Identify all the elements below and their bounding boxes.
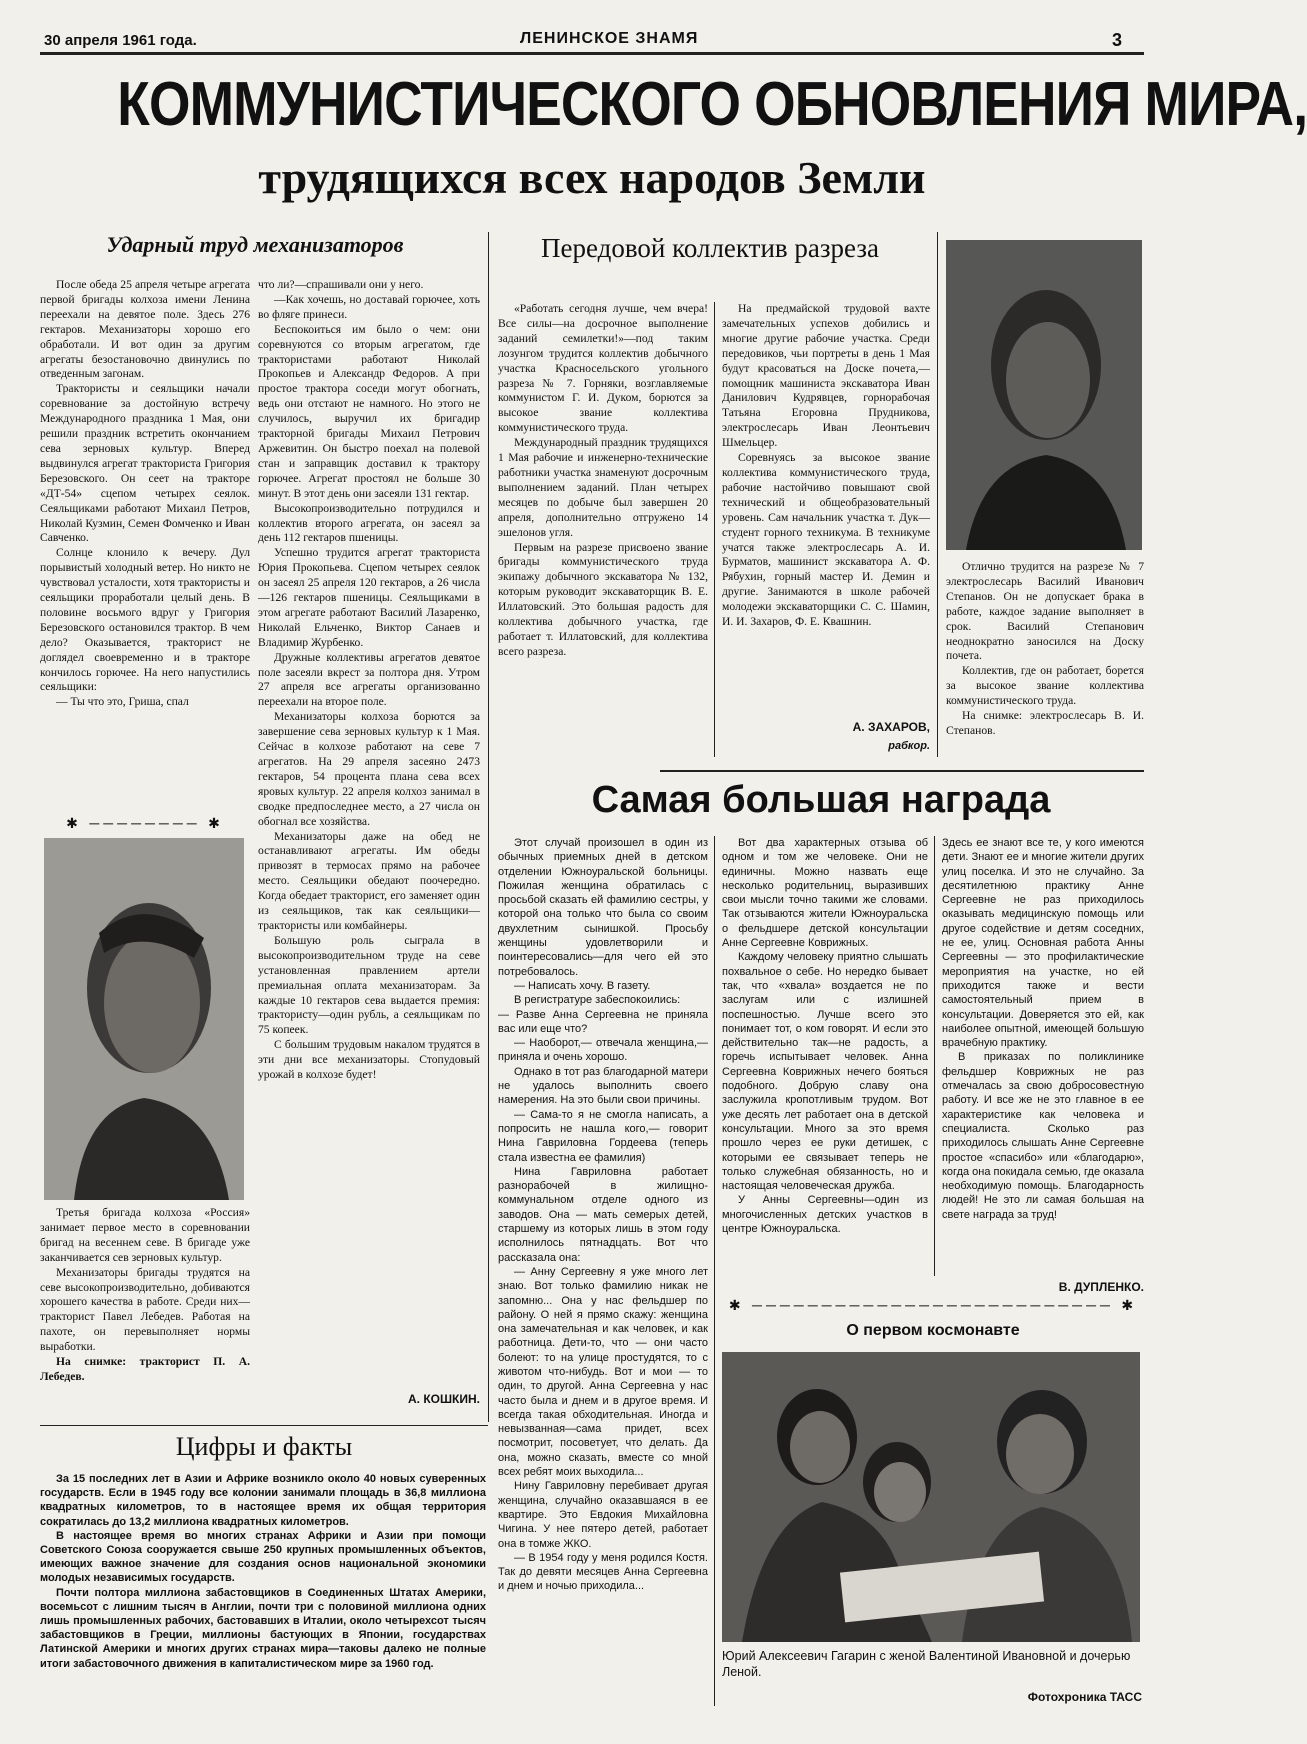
column-rule	[934, 836, 935, 1276]
divider-stars: ✱ ────────────────────────── ✱	[728, 1299, 1138, 1314]
column-rule	[488, 232, 489, 1422]
article3-col3: Здесь ее знают все те, у кого имеются дети. Знают ее и многие жители других улиц поселка. И это не случайно. За десятилетнюю практику Анне Сергеевне не раз приходилось оказывать медицинскую помощь или другое содействие и детям соседних, не ее, улиц. Основная работа Анны Сергеевны — это профилактические мероприятия на участке, но ей приходится также и вести самостоятельный прием в консультации. Доверяется это ей, как наиболее опытной, имеющей большую врачебную практику. В приказах по поликлинике фельдшер Коврижных не раз отмечалась за свою добросовестную работу. И все же не это главное в ее характеристике как человека и специалиста. Сколько раз приходилось слышать Анне Сергеевне простое «спасибо» или «благодарю», когда она покидала семью, где оказала необходимую помощь. Благодарность людей! Не это ли самая большая на свете награда за труд!	[942, 837, 1144, 1221]
photo-credit: Фотохроника ТАСС	[1027, 1690, 1142, 1704]
column-rule	[937, 232, 938, 757]
photo2-caption: Отлично трудится на разрезе № 7 электрослесарь Василий Иванович Степанов. Он не допускает брака в работе, каждое задание выполняет в срок. Василий Степанович неоднократно заносился на Доску почета. Коллектив, где он работает, борется за высокое звание коллектива коммунистического труда. На снимке: электрослесарь В. И. Степанов.	[946, 560, 1144, 737]
headline-line1: КОММУНИСТИЧЕСКОГО ОБНОВЛЕНИЯ МИРА,	[117, 70, 1307, 139]
article2-signature: А. ЗАХАРОВ,	[852, 720, 930, 734]
article3-col1: Этот случай произошел в один из обычных приемных дней в детском отделении Южноуральской больницы. Пожилая женщина обратилась с просьбой сказать ей фамилию сестры, у которой она только что была со своим двухлетним сынишкой. Просьбу женщины удовлетворили и поинтересовались—для чего ей это потребовалось. — Написать хочу. В газету. В регистратуре забеспокоились: — Разве Анна Сергеевна не приняла вас или еще что? — Наоборот,— отвечала женщина,— приняла и очень хорошо. Однако в тот раз благодарной матери не удалось выполнить своего намерения. На это были свои причины. — Сама-то я не смогла написать, а попросить не нашла кого,— говорит Нина Гавриловна Гордеева (теперь стала известна ее фамилия) Нина Гавриловна работает разнорабочей в жилищно-коммунальном отделе одного из заводов. Она — мать семерых детей, старшему из которых лишь в этом году исполнилось пятнадцать. Вот что рассказала она: — Анну Сергеевну я уже много лет знаю. Вот только фамилию никак не запомню... Она у нас фельдшер по району. О ней я прямо скажу: женщина она замечательная и как человек, и как работница. Дети-то, что — они часто болеют: то на улице простудятся, то с животом что-нибудь. Вот и мои — то один, то другой. Анна Сергеевна у нас часто была и днем и в другое время. И всегда такая обходительная. Иногда и невызванная—сама придет, всех посмотрит, посоветует, что делать. Да она, можно сказать, вместе со мной всех ребят моих выходила... Нину Гавриловну перебивает другая женщина, случайно оказавшаяся в ее квартире. Это Евдокия Михайловна Чигина. У нее пятеро детей, работает она в томже ЖКО. — В 1954 году у меня родился Костя. Так до девяти месяцев Анна Сергеевна и днем и ночью приходила...	[498, 837, 708, 1593]
headline-line2: трудящихся всех народов Земли	[258, 152, 926, 203]
page-number: 3	[1112, 30, 1123, 50]
tractor-driver-photo	[44, 838, 244, 1200]
newspaper-title: ЛЕНИНСКОЕ ЗНАМЯ	[520, 30, 699, 47]
facts-body: За 15 последних лет в Азии и Африке возникло около 40 новых суверенных государств. Если в 1945 году все колонии занимали площадь в 36,8 миллиона квадратных километров, то в настоящее время их общая территория сократилась до 13,2 миллиона квадратных километров. В настоящее время во многих странах Африки и Азии при помощи Советского Союза сооружается свыше 250 крупных промышленных объектов, имеющих важное значение для создания основ национальной экономики молодых независимых государств. Почти полтора миллиона забастовщиков в Соединенных Штатах Америки, восемьсот с лишним тысяч в Англии, почти три с половиной миллиона одних лишь промышленных рабочих, бастовавших в Италии, около четырехсот тысяч забастовщиков в Греции, миллионы бастующих в Японии, государствах Латинской Америки и многих других странах мира—таковы далеко не полные итоги забастовочного движения в капиталистическом мире за 1960 год.	[40, 1473, 486, 1670]
section-rule	[660, 770, 1144, 772]
article1-col1: После обеда 25 апреля четыре агрегата первой бригады колхоза имени Ленина переехали на девятое поле. Здесь 276 гектаров. Механизаторы хорошо его обработали. И вот один за другим агрегаты безостановочно двинулись по отведенным загонам. Трактористы и сеяльщики начали соревнование за достойную встречу Международного праздника 1 Мая, они решили праздник встретить окончанием сева зерновых культур. Вперед выдвинулся агрегат тракториста Григория Березовского. Он сеет на тракторе «ДТ-54» сцепом четырех сеялок. Сеяльщиками работают Михаил Петров, Николай Кузмин, Семен Фомченко и Иван Савченко. Солнце клонило к вечеру. Дул порывистый холодный ветер. Но никто не чувствовал усталости, хотя трактористы и сеяльщики проработали целый день. В половине восьмого вдруг у Григория Березовского остановился трактор. В чем дело? Оказывается, тракторист не доглядел своевременно и в тракторе кончилось горючее. На него напустились сеяльщики: — Ты что это, Гриша, спал	[40, 278, 250, 709]
header-rule	[40, 52, 1144, 55]
column-rule	[714, 836, 715, 1706]
article1-title: Ударный труд механизаторов	[106, 232, 404, 257]
article2-title: Передовой коллектив разреза	[540, 233, 880, 263]
article3-col2: Вот два характерных отзыва об одном и том же человеке. Они не единичны. Можно назвать еще несколько родительниц, выразивших свои мысли точно такими же словами. Так отзываются жители Южноуральска о фельдшере детской консультации Анне Сергеевне Коврижных. Каждому человеку приятно слышать похвальное о себе. Но нередко бывает так, что «хвала» воздается не по заслугам или с излишней поспешностью. Лучше всего это понимает тот, о ком говорят. И если это действительно так—не радость, а горечь испытывает человек. Анна Сергеевна Коврижных нечего бояться подобного. Добрую славу она заслужила кропотливым трудом. Вот уже десять лет работает она в детской консультации. Много за это время прошло через ее руки детишек, с которыми ее связывает теперь не только служебная обязанность, но и настоящая человеческая дружба. У Анны Сергеевны—один из многочисленных детских участков в центре Южноуральска.	[722, 837, 928, 1236]
cosmonaut-caption: Юрий Алексеевич Гагарин с женой Валентиной Ивановной и дочерью Леной.	[722, 1649, 1131, 1679]
article3-title: Самая большая награда	[591, 779, 1051, 821]
electrician-photo	[946, 240, 1142, 550]
article2-col1: «Работать сегодня лучше, чем вчера! Все силы—на досрочное выполнение заданий семилетки!»—под таким лозунгом трудится коллектив добычного участка Красносельского угольного разреза № 7. Горняки, возглавляемые коммунистом Г. И. Дуком, борются за высокое звание коллектива коммунистического труда. Международный праздник трудящихся 1 Мая рабочие и инженерно-технические работники участка знаменуют досрочным выполнением заданий. План четырех месяцев по добыче был завершен 20 апреля, дополнительно отгружено 14 эшелонов угля. Первым на разрезе присвоено звание бригады коммунистического труда экипажу добычного экскаватора № 132, которым руководит экскаваторщик В. Е. Иллатовский. Это большая радость для коллектива добычного участка, где работает т. Иллатовский, для коллектива всего разреза.	[498, 302, 708, 658]
section-rule	[40, 1425, 488, 1426]
facts-title: Цифры и факты	[175, 1432, 353, 1461]
cosmonaut-title: О первом космонавте	[846, 1322, 1020, 1339]
article1-col2: что ли?—спрашивали они у него. —Как хочешь, но доставай горючее, хоть во фляге принеси. Беспокоиться им было о чем: они соревнуются со вторым агрегатом, где трактористами работают Николай Прокопьев и Александр Федоров. А при простое трактора соседи могут обогнать, ведь они отстают не намного. Но этого не случилось, выручил их бригадир тракторной бригады Михаил Петрович Аржевитин. Он быстро поехал на полевой стан и заправщик доставил к трактору горючее. Агрегат простоял не больше 30 минут. В этот день они засеяли 131 гектар. Высокопроизводительно потрудился и коллектив второго агрегата, он засеял за день 112 гектаров пшеницы. Успешно трудится агрегат тракториста Юрия Прокопьева. Сцепом четырех сеялок он засеял 25 апреля 120 гектаров, а 26 числа —126 гектаров пшеницы. Сеяльщиками в этом агрегате работают Василий Лазаренко, Николай Ельченко, Виктор Санаев и Владимир Журбенко. Дружные коллективы агрегатов девятое поле засеяли вкрест за полтора дня. Утром 27 апреля все агрегаты организованно переехали на второе поле. Механизаторы колхоза борются за завершение сева зерновых культур к 1 Мая. Сейчас в колхозе работают на севе 7 агрегатов. На 29 апреля засеяно 2473 гектаров, 54 процента плана сева всех яровых культур. 22 апреля колхоз занимал в сводке предпоследнее место, а 27 числа он обогнал все хозяйства. Механизаторы даже на обед не останавливают агрегаты. Им обеды привозят в термосах прямо на рабочее место. Сеяльщики обедают поочередно. Когда обедает тракторист, его заменяет один из сеяльщиков, так как сеяльщики—трактористы или комбайнеры. Большую роль сыграла в высокопроизводительном труде на севе установленная правлением артели премиальная оплата механизаторам. За каждые 10 гектаров сева выдается премия: трактористу—один рубль, а сеяльщикам по 75 копеек. С большим трудовым накалом трудятся в эти дни все механизаторы. Стопудовый урожай в колхозе будет!	[258, 278, 480, 1082]
column-rule	[714, 302, 715, 757]
article2-signature-role: рабкор.	[888, 740, 930, 752]
issue-date: 30 апреля 1961 года.	[44, 32, 197, 49]
divider-stars: ✱ ──────── ✱	[66, 817, 224, 832]
gagarin-family-photo	[722, 1352, 1140, 1642]
article1-signature: А. КОШКИН.	[408, 1392, 480, 1406]
article3-signature: В. ДУПЛЕНКО.	[1058, 1280, 1144, 1294]
article2-col2: На предмайской трудовой вахте замечательных успехов добились и многие другие рабочие участка. Среди передовиков, чьи портреты в день 1 Мая будут красоваться на Доске почета,—помощник машиниста экскаватора Иван Данилович Кудрявцев, горнорабочая Татьяна Егоровна Прудникова, электрослесарь Иван Леонтьевич Шмельцер. Соревнуясь за высокое звание коллектива коммунистического труда, рабочие настойчиво повышают свой технический и общеобразовательный уровень. Сам начальник участка т. Дук—студент горного техникума. В техникуме учатся также электрослесарь А. И. Бурматов, машинист экскаватора А. Ф. Рябухин, горный мастер И. Демин и другие. Занимаются в школе рабочей молодежи экскаваторщики С. С. Шамин, И. И. Захаров, Ф. Е. Квашнин.	[722, 302, 930, 629]
photo1-caption: Третья бригада колхоза «Россия» занимает первое место в соревновании бригад на весеннем севе. В бригаде уже заканчивается сев зерновых культур. Механизаторы бригады трудятся на севе высокопроизводительно, добиваются хорошего качества в работе. Среди них— тракторист Павел Лебедев. Работая на пахоте, он перевыполняет нормы выработки. На снимке: тракторист П. А. Лебедев.	[40, 1206, 250, 1383]
